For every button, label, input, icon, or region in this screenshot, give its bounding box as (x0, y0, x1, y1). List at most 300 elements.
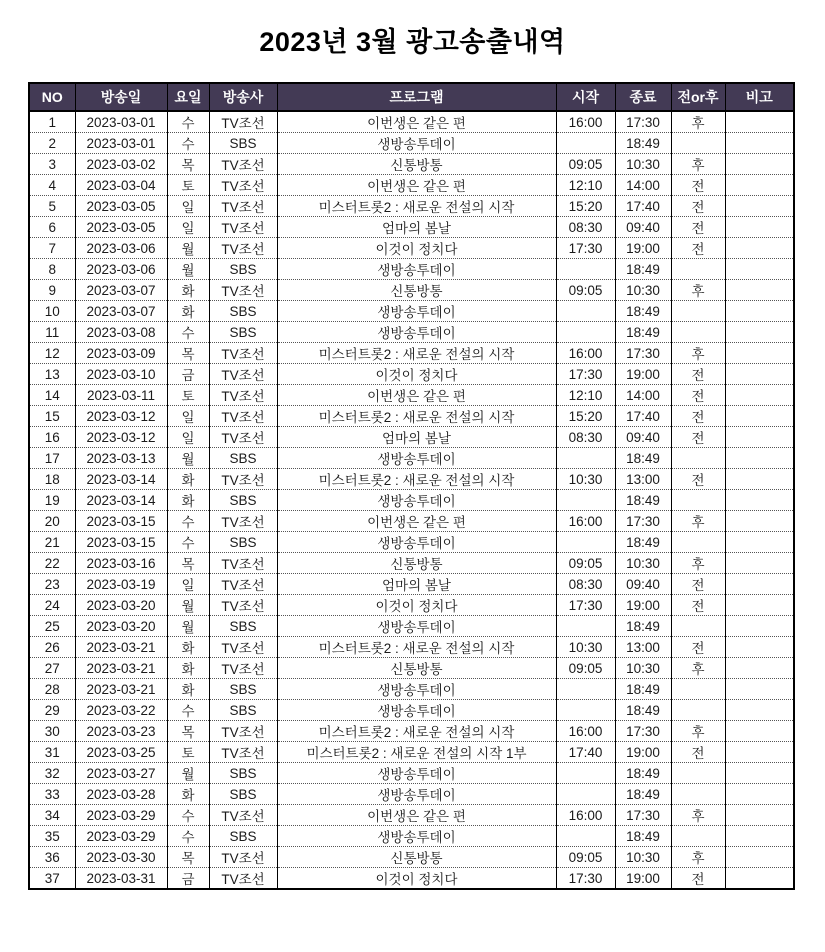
cell-before-or-after (671, 700, 725, 721)
cell-broadcast-date: 2023-03-08 (75, 322, 167, 343)
cell-broadcaster: TV조선 (209, 574, 277, 595)
cell-before-or-after: 전 (671, 385, 725, 406)
cell-end-time: 13:00 (615, 637, 671, 658)
cell-program: 생방송투데이 (277, 784, 556, 805)
cell-before-or-after: 전 (671, 595, 725, 616)
table-row (29, 679, 794, 700)
table-row (29, 343, 794, 364)
cell-program: 생방송투데이 (277, 448, 556, 469)
cell-broadcaster: SBS (209, 679, 277, 700)
cell-program: 신통방통 (277, 154, 556, 175)
cell-remarks (725, 826, 794, 847)
cell-day-of-week: 일 (167, 196, 209, 217)
cell-no: 19 (29, 490, 75, 511)
header-program: 프로그램 (277, 83, 556, 111)
cell-remarks (725, 574, 794, 595)
header-broadcast-date: 방송일 (75, 83, 167, 111)
cell-start-time (556, 448, 615, 469)
cell-program: 신통방통 (277, 280, 556, 301)
table-row (29, 511, 794, 532)
cell-day-of-week: 화 (167, 469, 209, 490)
cell-start-time: 17:30 (556, 364, 615, 385)
cell-broadcaster: TV조선 (209, 217, 277, 238)
table-row (29, 784, 794, 805)
cell-program: 신통방통 (277, 553, 556, 574)
cell-start-time (556, 259, 615, 280)
cell-start-time: 12:10 (556, 385, 615, 406)
cell-broadcaster: TV조선 (209, 469, 277, 490)
cell-end-time: 18:49 (615, 616, 671, 637)
cell-start-time: 16:00 (556, 343, 615, 364)
cell-program: 생방송투데이 (277, 301, 556, 322)
cell-before-or-after: 후 (671, 847, 725, 868)
cell-end-time: 19:00 (615, 595, 671, 616)
cell-broadcast-date: 2023-03-28 (75, 784, 167, 805)
cell-before-or-after (671, 763, 725, 784)
cell-no: 31 (29, 742, 75, 763)
cell-program: 생방송투데이 (277, 826, 556, 847)
cell-before-or-after: 후 (671, 658, 725, 679)
cell-program: 미스터트롯2 : 새로운 전설의 시작 (277, 343, 556, 364)
cell-program: 생방송투데이 (277, 616, 556, 637)
table-row (29, 427, 794, 448)
cell-before-or-after: 후 (671, 280, 725, 301)
cell-start-time: 15:20 (556, 406, 615, 427)
cell-end-time: 17:30 (615, 343, 671, 364)
cell-before-or-after (671, 490, 725, 511)
cell-before-or-after: 후 (671, 343, 725, 364)
cell-before-or-after: 후 (671, 154, 725, 175)
cell-broadcast-date: 2023-03-21 (75, 658, 167, 679)
cell-broadcaster: SBS (209, 322, 277, 343)
cell-before-or-after: 후 (671, 805, 725, 826)
cell-broadcast-date: 2023-03-21 (75, 637, 167, 658)
cell-before-or-after: 전 (671, 175, 725, 196)
cell-before-or-after (671, 301, 725, 322)
cell-day-of-week: 월 (167, 595, 209, 616)
header-day-of-week: 요일 (167, 83, 209, 111)
cell-start-time: 17:40 (556, 742, 615, 763)
cell-broadcast-date: 2023-03-23 (75, 721, 167, 742)
cell-no: 35 (29, 826, 75, 847)
cell-end-time: 19:00 (615, 238, 671, 259)
cell-day-of-week: 수 (167, 532, 209, 553)
cell-program: 생방송투데이 (277, 700, 556, 721)
cell-program: 생방송투데이 (277, 532, 556, 553)
table-row (29, 385, 794, 406)
cell-broadcaster: TV조선 (209, 280, 277, 301)
cell-before-or-after: 전 (671, 469, 725, 490)
cell-program: 이번생은 같은 편 (277, 511, 556, 532)
cell-broadcaster: SBS (209, 490, 277, 511)
cell-day-of-week: 화 (167, 301, 209, 322)
cell-end-time: 18:49 (615, 700, 671, 721)
cell-remarks (725, 847, 794, 868)
table-row (29, 280, 794, 301)
cell-broadcaster: TV조선 (209, 637, 277, 658)
cell-start-time (556, 763, 615, 784)
cell-remarks (725, 805, 794, 826)
cell-start-time (556, 532, 615, 553)
table-row (29, 448, 794, 469)
table-row (29, 238, 794, 259)
cell-before-or-after (671, 616, 725, 637)
cell-broadcaster: SBS (209, 763, 277, 784)
cell-program: 생방송투데이 (277, 763, 556, 784)
cell-before-or-after: 전 (671, 574, 725, 595)
cell-program: 미스터트롯2 : 새로운 전설의 시작 (277, 469, 556, 490)
cell-broadcast-date: 2023-03-29 (75, 826, 167, 847)
cell-before-or-after: 전 (671, 637, 725, 658)
cell-broadcast-date: 2023-03-06 (75, 238, 167, 259)
cell-remarks (725, 111, 794, 133)
cell-before-or-after: 전 (671, 217, 725, 238)
cell-start-time (556, 133, 615, 154)
table-row (29, 490, 794, 511)
cell-end-time: 10:30 (615, 154, 671, 175)
cell-end-time: 18:49 (615, 763, 671, 784)
cell-broadcaster: TV조선 (209, 385, 277, 406)
cell-no: 1 (48, 114, 56, 130)
cell-no: 29 (29, 700, 75, 721)
cell-day-of-week: 일 (167, 427, 209, 448)
cell-start-time (556, 322, 615, 343)
cell-day-of-week: 수 (167, 511, 209, 532)
header-start-time: 시작 (556, 83, 615, 111)
cell-start-time: 16:00 (556, 111, 615, 133)
cell-end-time: 17:30 (615, 511, 671, 532)
cell-start-time (556, 700, 615, 721)
cell-remarks (725, 217, 794, 238)
cell-program: 미스터트롯2 : 새로운 전설의 시작 (277, 196, 556, 217)
cell-no: 15 (29, 406, 75, 427)
cell-end-time: 14:00 (615, 385, 671, 406)
cell-day-of-week: 수 (167, 700, 209, 721)
cell-end-time: 17:30 (615, 805, 671, 826)
cell-no: 37 (29, 868, 75, 890)
cell-day-of-week: 수 (167, 133, 209, 154)
cell-before-or-after: 전 (671, 238, 725, 259)
cell-end-time: 18:49 (615, 133, 671, 154)
table-row (29, 805, 794, 826)
cell-broadcaster: TV조선 (209, 805, 277, 826)
table-row (29, 616, 794, 637)
cell-broadcaster: SBS (209, 448, 277, 469)
cell-remarks (725, 175, 794, 196)
cell-start-time: 09:05 (556, 553, 615, 574)
cell-broadcaster: SBS (209, 784, 277, 805)
cell-remarks (725, 427, 794, 448)
cell-end-time: 18:49 (615, 259, 671, 280)
cell-remarks (725, 679, 794, 700)
cell-before-or-after: 전 (671, 364, 725, 385)
cell-broadcast-date: 2023-03-22 (75, 700, 167, 721)
cell-before-or-after: 후 (671, 721, 725, 742)
cell-remarks (725, 616, 794, 637)
cell-start-time: 09:05 (556, 658, 615, 679)
cell-remarks (725, 322, 794, 343)
cell-broadcast-date: 2023-03-05 (75, 217, 167, 238)
cell-start-time: 17:30 (556, 595, 615, 616)
cell-program: 생방송투데이 (277, 259, 556, 280)
cell-before-or-after (671, 133, 725, 154)
cell-broadcaster: TV조선 (209, 868, 277, 890)
cell-broadcast-date: 2023-03-31 (75, 868, 167, 890)
cell-start-time (556, 616, 615, 637)
cell-day-of-week: 화 (167, 280, 209, 301)
table-header (29, 83, 794, 111)
cell-program: 생방송투데이 (277, 133, 556, 154)
cell-end-time: 17:30 (615, 111, 671, 133)
cell-start-time: 17:30 (556, 868, 615, 890)
cell-broadcast-date: 2023-03-07 (75, 280, 167, 301)
cell-no: 33 (29, 784, 75, 805)
cell-day-of-week: 수 (167, 322, 209, 343)
cell-before-or-after: 전 (671, 427, 725, 448)
cell-no: 7 (29, 238, 75, 259)
cell-start-time: 10:30 (556, 637, 615, 658)
cell-program: 이것이 정치다 (277, 238, 556, 259)
cell-day-of-week: 목 (167, 721, 209, 742)
cell-broadcast-date: 2023-03-11 (75, 385, 167, 406)
header-remarks: 비고 (725, 83, 794, 111)
cell-no: 21 (29, 532, 75, 553)
cell-broadcaster: TV조선 (209, 406, 277, 427)
cell-broadcast-date: 2023-03-07 (75, 301, 167, 322)
header-no: NO (29, 83, 75, 111)
cell-before-or-after (671, 448, 725, 469)
cell-broadcast-date: 2023-03-15 (75, 532, 167, 553)
cell-broadcast-date: 2023-03-06 (75, 259, 167, 280)
cell-remarks (725, 238, 794, 259)
table-row (29, 217, 794, 238)
cell-start-time: 08:30 (556, 574, 615, 595)
cell-broadcast-date: 2023-03-21 (75, 679, 167, 700)
header-before-or-after: 전or후 (671, 83, 725, 111)
cell-before-or-after: 전 (671, 406, 725, 427)
cell-broadcast-date: 2023-03-20 (75, 595, 167, 616)
cell-no: 20 (29, 511, 75, 532)
cell-start-time: 15:20 (556, 196, 615, 217)
table-row (29, 847, 794, 868)
cell-no: 8 (29, 259, 75, 280)
cell-no: 28 (29, 679, 75, 700)
cell-no: 6 (29, 217, 75, 238)
cell-broadcaster: SBS (209, 826, 277, 847)
cell-broadcast-date: 2023-03-10 (75, 364, 167, 385)
table-row (29, 637, 794, 658)
cell-day-of-week: 목 (167, 154, 209, 175)
table-row (29, 868, 794, 890)
cell-broadcaster: TV조선 (209, 196, 277, 217)
cell-program: 미스터트롯2 : 새로운 전설의 시작 (277, 406, 556, 427)
cell-end-time: 19:00 (615, 742, 671, 763)
cell-end-time: 13:00 (615, 469, 671, 490)
cell-broadcaster: TV조선 (209, 111, 277, 133)
cell-day-of-week: 금 (167, 364, 209, 385)
cell-end-time: 10:30 (615, 658, 671, 679)
table-row (29, 133, 794, 154)
table-row (29, 406, 794, 427)
broadcast-schedule-table (28, 82, 795, 890)
cell-no: 2 (29, 133, 75, 154)
page-title: 2023년 3월 광고송출내역 (259, 27, 566, 57)
cell-broadcaster: SBS (209, 133, 277, 154)
cell-end-time: 09:40 (615, 427, 671, 448)
table-row (29, 469, 794, 490)
cell-day-of-week: 화 (167, 784, 209, 805)
table-body (29, 111, 794, 889)
header-row (29, 83, 794, 111)
cell-no: 26 (29, 637, 75, 658)
cell-end-time: 17:30 (615, 721, 671, 742)
cell-program: 이것이 정치다 (277, 868, 556, 890)
cell-start-time: 16:00 (556, 511, 615, 532)
cell-day-of-week: 일 (167, 217, 209, 238)
table-row (29, 154, 794, 175)
cell-remarks (725, 406, 794, 427)
cell-end-time: 19:00 (615, 868, 671, 890)
cell-day-of-week: 화 (167, 637, 209, 658)
cell-day-of-week: 화 (167, 658, 209, 679)
cell-broadcast-date: 2023-03-27 (75, 763, 167, 784)
cell-day-of-week: 월 (167, 238, 209, 259)
cell-end-time: 18:49 (615, 322, 671, 343)
cell-remarks (725, 511, 794, 532)
cell-before-or-after: 후 (671, 511, 725, 532)
cell-remarks (725, 196, 794, 217)
cell-start-time: 17:30 (556, 238, 615, 259)
cell-program: 신통방통 (277, 658, 556, 679)
cell-broadcaster: TV조선 (209, 175, 277, 196)
cell-remarks (725, 259, 794, 280)
cell-remarks (725, 553, 794, 574)
cell-start-time (556, 679, 615, 700)
cell-start-time (556, 826, 615, 847)
cell-program: 이번생은 같은 편 (277, 385, 556, 406)
cell-broadcast-date: 2023-03-14 (75, 469, 167, 490)
cell-program: 이번생은 같은 편 (277, 805, 556, 826)
cell-before-or-after (671, 322, 725, 343)
cell-remarks (725, 385, 794, 406)
cell-remarks (725, 133, 794, 154)
cell-end-time: 10:30 (615, 553, 671, 574)
cell-broadcaster: SBS (209, 532, 277, 553)
cell-day-of-week: 일 (167, 574, 209, 595)
table-row (29, 259, 794, 280)
table-row (29, 111, 794, 133)
cell-broadcast-date: 2023-03-01 (75, 133, 167, 154)
cell-day-of-week: 목 (167, 343, 209, 364)
cell-day-of-week: 월 (167, 616, 209, 637)
cell-start-time (556, 784, 615, 805)
cell-end-time: 14:00 (615, 175, 671, 196)
cell-day-of-week: 수 (167, 805, 209, 826)
cell-program: 신통방통 (277, 847, 556, 868)
table-row (29, 364, 794, 385)
cell-remarks (725, 448, 794, 469)
cell-remarks (725, 532, 794, 553)
cell-before-or-after: 전 (671, 868, 725, 890)
table-row (29, 301, 794, 322)
cell-end-time: 10:30 (615, 280, 671, 301)
cell-program: 엄마의 봄날 (277, 217, 556, 238)
cell-end-time: 09:40 (615, 217, 671, 238)
cell-remarks (725, 763, 794, 784)
cell-day-of-week: 토 (167, 742, 209, 763)
cell-broadcast-date: 2023-03-12 (75, 406, 167, 427)
cell-no: 16 (29, 427, 75, 448)
cell-broadcaster: TV조선 (209, 364, 277, 385)
cell-day-of-week: 수 (167, 826, 209, 847)
cell-start-time: 09:05 (556, 154, 615, 175)
cell-program: 엄마의 봄날 (277, 574, 556, 595)
cell-program: 이것이 정치다 (277, 595, 556, 616)
cell-no: 36 (29, 847, 75, 868)
cell-no: 18 (29, 469, 75, 490)
cell-broadcaster: SBS (209, 301, 277, 322)
cell-no: 17 (29, 448, 75, 469)
cell-broadcast-date: 2023-03-30 (75, 847, 167, 868)
cell-start-time: 09:05 (556, 847, 615, 868)
table-row (29, 322, 794, 343)
cell-remarks (725, 637, 794, 658)
cell-before-or-after (671, 784, 725, 805)
cell-end-time: 18:49 (615, 448, 671, 469)
cell-start-time (556, 490, 615, 511)
cell-end-time: 10:30 (615, 847, 671, 868)
cell-no: 3 (29, 154, 75, 175)
table-row (29, 532, 794, 553)
cell-no: 32 (29, 763, 75, 784)
cell-program: 생방송투데이 (277, 490, 556, 511)
cell-remarks (725, 868, 794, 890)
cell-broadcast-date: 2023-03-01 (75, 111, 167, 133)
cell-remarks (725, 301, 794, 322)
cell-remarks (725, 721, 794, 742)
cell-broadcaster: TV조선 (209, 595, 277, 616)
cell-broadcaster: TV조선 (209, 427, 277, 448)
cell-no: 10 (29, 301, 75, 322)
cell-broadcast-date: 2023-03-20 (75, 616, 167, 637)
cell-remarks (725, 364, 794, 385)
cell-remarks (725, 658, 794, 679)
cell-broadcast-date: 2023-03-25 (75, 742, 167, 763)
table-row (29, 595, 794, 616)
cell-day-of-week: 토 (167, 175, 209, 196)
cell-program: 미스터트롯2 : 새로운 전설의 시작 (277, 637, 556, 658)
cell-end-time: 18:49 (615, 784, 671, 805)
cell-remarks (725, 469, 794, 490)
cell-broadcaster: TV조선 (209, 511, 277, 532)
cell-start-time: 12:10 (556, 175, 615, 196)
cell-program: 미스터트롯2 : 새로운 전설의 시작 1부 (277, 742, 556, 763)
cell-program: 미스터트롯2 : 새로운 전설의 시작 (277, 721, 556, 742)
cell-end-time: 18:49 (615, 826, 671, 847)
cell-start-time: 08:30 (556, 217, 615, 238)
cell-broadcast-date: 2023-03-04 (75, 175, 167, 196)
cell-day-of-week: 화 (167, 490, 209, 511)
cell-before-or-after: 전 (671, 196, 725, 217)
cell-before-or-after (671, 679, 725, 700)
cell-no: 13 (29, 364, 75, 385)
cell-before-or-after: 전 (671, 742, 725, 763)
cell-start-time: 09:05 (556, 280, 615, 301)
cell-remarks (725, 700, 794, 721)
cell-day-of-week: 목 (167, 847, 209, 868)
cell-broadcast-date: 2023-03-29 (75, 805, 167, 826)
table-row (29, 658, 794, 679)
